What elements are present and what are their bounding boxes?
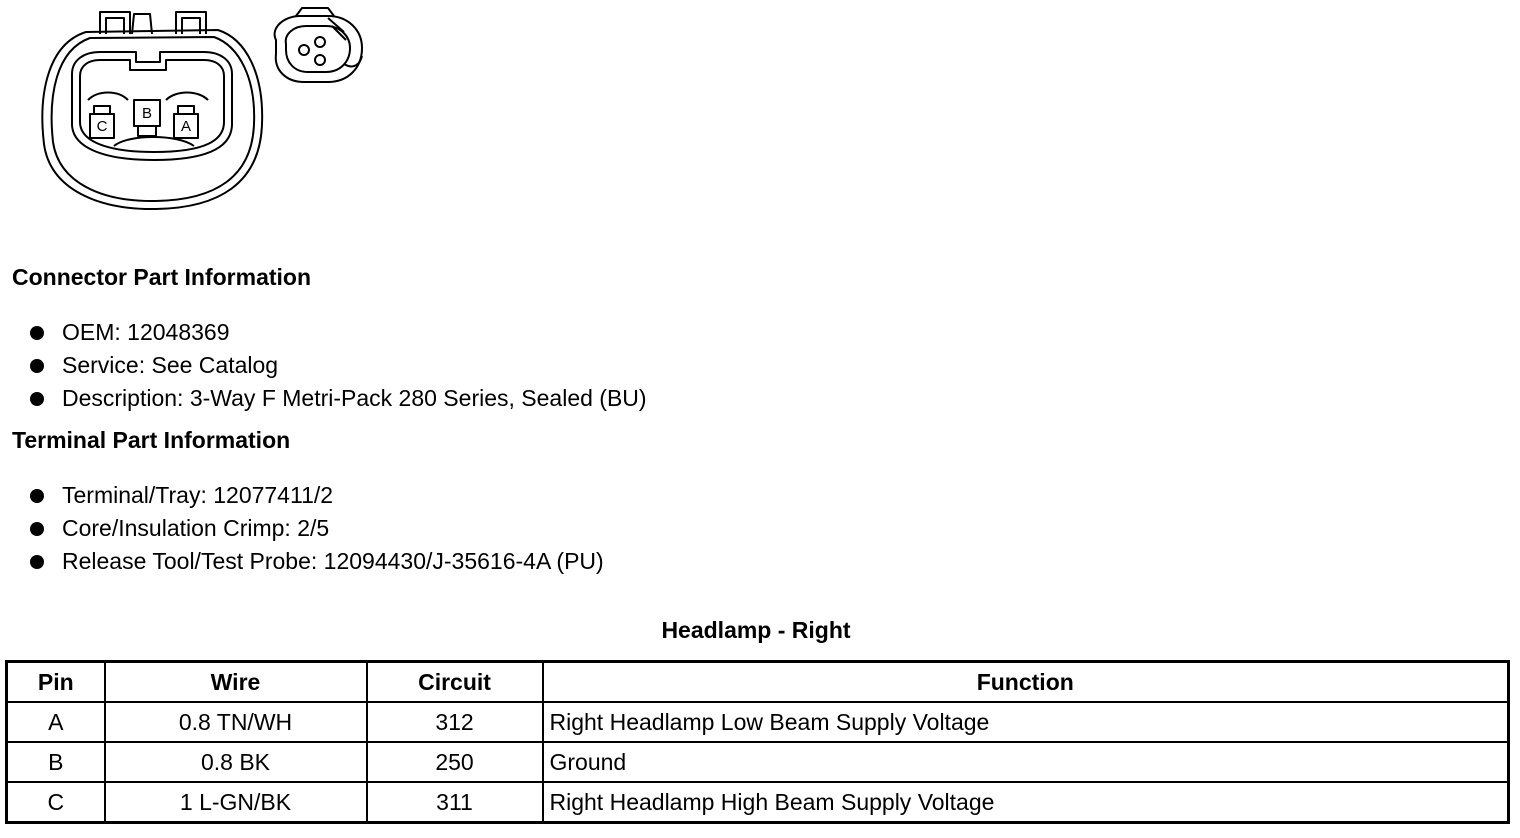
table-row [7, 702, 1509, 742]
list-item: Release Tool/Test Probe: 12094430/J-35616-4A (PU) [28, 545, 604, 578]
pin-cell: C [7, 782, 105, 823]
list-item: Terminal/Tray: 12077411/2 [28, 479, 604, 512]
circuit-cell: 312 [367, 702, 543, 742]
terminal-info-heading: Terminal Part Information [12, 427, 291, 453]
cavity-label-b: B [141, 105, 153, 122]
terminal-info-list [28, 479, 604, 578]
circuit-cell: 311 [367, 782, 543, 823]
wire-cell: 1 L-GN/BK [105, 782, 367, 823]
bullet-icon [30, 489, 44, 503]
connector-info-list [28, 316, 647, 415]
connector-info-heading: Connector Part Information [12, 264, 312, 290]
wire-cell: 0.8 BK [105, 742, 367, 782]
column-header-wire: Wire [105, 662, 367, 703]
function-cell: Right Headlamp High Beam Supply Voltage [543, 782, 1509, 823]
pin-cell: A [7, 702, 105, 742]
column-header-pin: Pin [7, 662, 105, 703]
column-header-circuit: Circuit [367, 662, 543, 703]
cavity-label-a: A [180, 118, 192, 135]
bullet-icon [30, 392, 44, 406]
connector-face-view-icon [28, 4, 378, 218]
bullet-icon [30, 555, 44, 569]
table-title: Headlamp - Right [661, 617, 851, 643]
circuit-cell: 250 [367, 742, 543, 782]
pinout-table [5, 660, 1510, 824]
cavity-label-c: C [96, 118, 108, 135]
pin-cell: B [7, 742, 105, 782]
list-item: Core/Insulation Crimp: 2/5 [28, 512, 604, 545]
list-item: Service: See Catalog [28, 349, 647, 382]
function-cell: Ground [543, 742, 1509, 782]
table-row [7, 742, 1509, 782]
table-header-row [7, 662, 1509, 703]
column-header-function: Function [543, 662, 1509, 703]
wire-cell: 0.8 TN/WH [105, 702, 367, 742]
list-item: Description: 3-Way F Metri-Pack 280 Series, Sealed (BU) [28, 382, 647, 415]
function-cell: Right Headlamp Low Beam Supply Voltage [543, 702, 1509, 742]
list-item: OEM: 12048369 [28, 316, 647, 349]
bullet-icon [30, 359, 44, 373]
bullet-icon [30, 522, 44, 536]
bullet-icon [30, 326, 44, 340]
table-row [7, 782, 1509, 823]
